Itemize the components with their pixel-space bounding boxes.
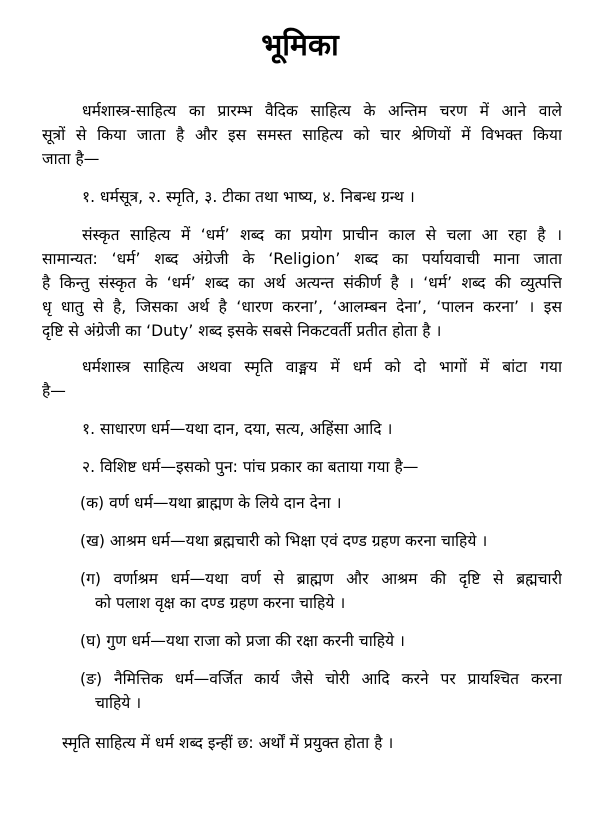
paragraph-3-line-1: धर्मशास्त्र साहित्य अथवा स्मृति वाङ्मय में धर्म को दो भागों में बांटा गया <box>82 358 562 376</box>
list-item-2: २. विशिष्ट धर्म—इसको पुन: पांच प्रकार का बताया गया है— <box>82 458 419 476</box>
sublist-item-nga-line-1: (ङ) नैमित्तिक धर्म—वर्जित कार्य जैसे चोरी आदि करने पर प्रायश्चित करना <box>80 670 562 688</box>
paragraph-2-line-4: धृ धातु से है, जिसका अर्थ है ‘धारण करना’, ‘आलम्बन देना’, ‘पालन करना’ । इस <box>42 298 562 316</box>
page-title: भूमिका <box>261 28 339 63</box>
paragraph-2-line-3: है किन्तु संस्कृत के ‘धर्म’ शब्द का अर्थ अत्यन्त संकीर्ण है । ‘धर्म’ शब्द की व्युत्पत्ति <box>42 274 562 292</box>
paragraph-3-line-2: है— <box>42 382 66 400</box>
sublist-item-gha: (घ) गुण धर्म—यथा राजा को प्रजा की रक्षा करनी चाहिये । <box>80 632 405 650</box>
closing-line: स्मृति साहित्य में धर्म शब्द इन्हीं छ: अर्थों में प्रयुक्त होता है । <box>62 734 394 752</box>
sublist-item-kha: (ख) आश्रम धर्म—यथा ब्रह्मचारी को भिक्षा एवं दण्ड ग्रहण करना चाहिये । <box>80 532 488 550</box>
paragraph-1-line-1: धर्मशास्त्र-साहित्य का प्रारम्भ वैदिक साहित्य के अन्तिम चरण में आने वाले <box>82 102 562 120</box>
paragraph-1-line-2: सूत्रों से किया जाता है और इस समस्त साहित्य को चार श्रेणियों में विभक्त किया <box>42 126 562 144</box>
paragraph-2-line-2: सामान्यत: ‘धर्म’ शब्द अंग्रेजी के ‘Religion’ शब्द का पर्यायवाची माना जाता <box>42 250 562 268</box>
sublist-item-ga-line-2: को पलाश वृक्ष का दण्ड ग्रहण करना चाहिये । <box>95 594 346 612</box>
categories-list: १. धर्मसूत्र, २. स्मृति, ३. टीका तथा भाष्य, ४. निबन्ध ग्रन्थ । <box>82 188 415 206</box>
sublist-item-nga-line-2: चाहिये । <box>95 694 142 712</box>
sublist-item-ka: (क) वर्ण धर्म—यथा ब्राह्मण के लिये दान देना । <box>80 494 342 512</box>
sublist-item-ga-line-1: (ग) वर्णाश्रम धर्म—यथा वर्ण से ब्राह्मण और आश्रम की दृष्टि से ब्रह्मचारी <box>80 570 562 588</box>
paragraph-1-line-3: जाता है— <box>42 150 100 168</box>
paragraph-2-line-5: दृष्टि से अंग्रेजी का ‘Duty’ शब्द इसके सबसे निकटवर्ती प्रतीत होता है । <box>42 322 442 340</box>
paragraph-2-line-1: संस्कृत साहित्य में ‘धर्म’ शब्द का प्रयोग प्राचीन काल से चला आ रहा है । <box>82 226 562 244</box>
list-item-1: १. साधारण धर्म—यथा दान, दया, सत्य, अहिंसा आदि । <box>82 420 393 438</box>
